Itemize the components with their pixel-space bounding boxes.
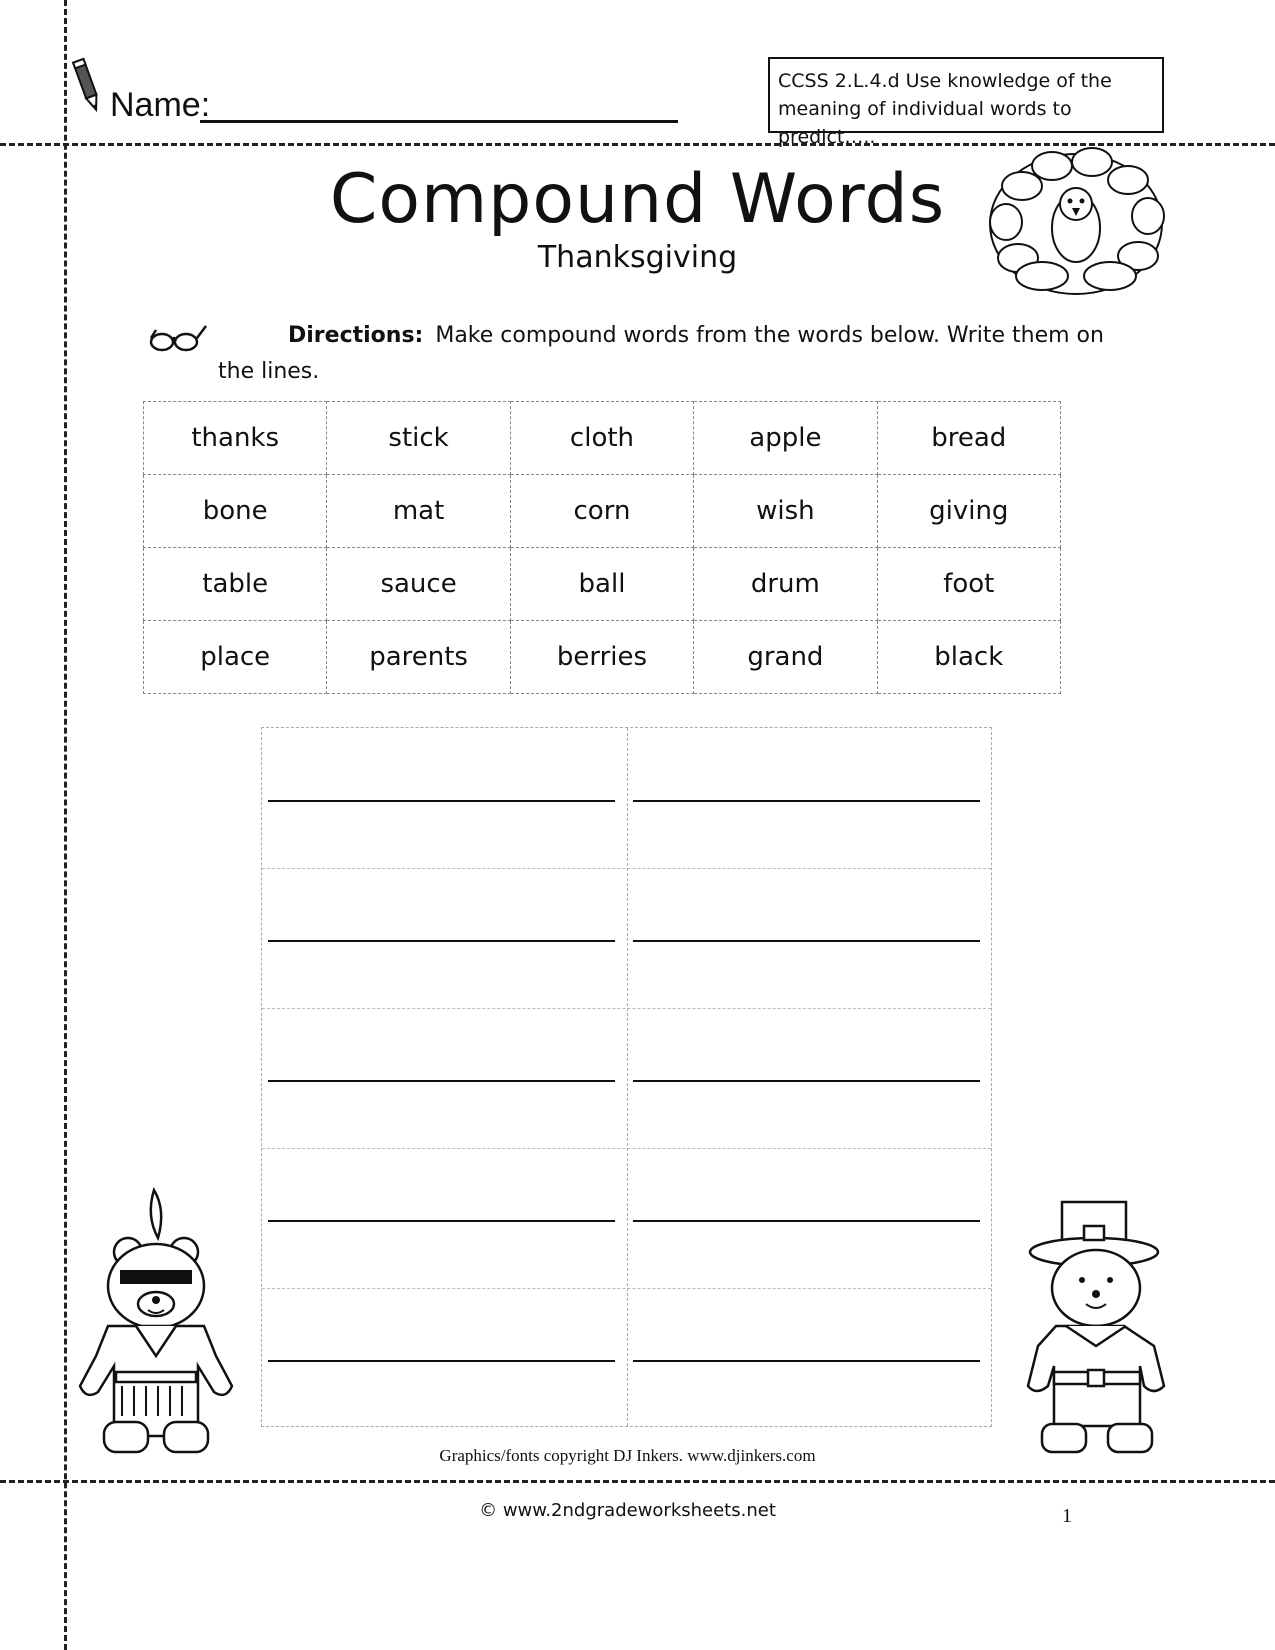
word-cell: parents — [327, 621, 510, 694]
directions — [218, 318, 1138, 390]
answer-line[interactable] — [633, 800, 980, 802]
name-label: Name: — [110, 86, 211, 124]
word-cell: bread — [877, 402, 1060, 475]
answer-line[interactable] — [268, 1080, 615, 1082]
row-divider — [262, 1148, 991, 1149]
word-cell: mat — [327, 475, 510, 548]
word-row — [144, 402, 1061, 475]
word-cell: grand — [694, 621, 877, 694]
word-cell: wish — [694, 475, 877, 548]
pilgrim-bear-illustration — [1004, 1196, 1180, 1462]
word-cell: foot — [877, 548, 1060, 621]
word-cell: thanks — [144, 402, 327, 475]
bottom-cut-line — [0, 1480, 1275, 1483]
directions-label: Directions: — [288, 323, 424, 348]
glasses-icon — [148, 320, 208, 354]
standard-text: CCSS 2.L.4.d Use knowledge of the meaning of individual words to predict….. — [778, 70, 1112, 148]
word-cell: drum — [694, 548, 877, 621]
word-cell: cloth — [510, 402, 693, 475]
word-cell: sauce — [327, 548, 510, 621]
answer-line[interactable] — [268, 800, 615, 802]
word-cell: table — [144, 548, 327, 621]
answer-line[interactable] — [633, 1080, 980, 1082]
word-cell: stick — [327, 402, 510, 475]
answer-line[interactable] — [268, 940, 615, 942]
directions-text: Make compound words from the words below. Write them on the lines. — [218, 323, 1104, 384]
word-row — [144, 548, 1061, 621]
word-row — [144, 621, 1061, 694]
page-number: 1 — [1062, 1505, 1072, 1527]
word-cell: corn — [510, 475, 693, 548]
word-cell: apple — [694, 402, 877, 475]
word-cell: bone — [144, 475, 327, 548]
word-row — [144, 475, 1061, 548]
standard-box — [768, 57, 1164, 148]
answer-line[interactable] — [633, 1220, 980, 1222]
answer-line[interactable] — [633, 1360, 980, 1362]
page-title: Compound Words — [329, 160, 946, 239]
row-divider — [262, 868, 991, 869]
word-cell: black — [877, 621, 1060, 694]
pencil-icon — [70, 55, 106, 117]
copyright-credit: Graphics/fonts copyright DJ Inkers. www.djinkers.com — [439, 1446, 816, 1465]
word-cell: giving — [877, 475, 1060, 548]
row-divider — [262, 1288, 991, 1289]
word-cell: berries — [510, 621, 693, 694]
word-cell: place — [144, 621, 327, 694]
answer-line[interactable] — [268, 1220, 615, 1222]
row-divider — [262, 1008, 991, 1009]
answer-area — [261, 727, 992, 1427]
word-bank-table — [143, 401, 1061, 694]
answer-line[interactable] — [633, 940, 980, 942]
page-subtitle: Thanksgiving — [537, 240, 738, 275]
native-bear-illustration — [66, 1186, 246, 1466]
word-cell: ball — [510, 548, 693, 621]
name-field-line[interactable] — [200, 120, 678, 123]
footer-site: © www.2ndgradeworksheets.net — [479, 1500, 776, 1521]
answer-line[interactable] — [268, 1360, 615, 1362]
answer-column-divider — [627, 728, 628, 1426]
